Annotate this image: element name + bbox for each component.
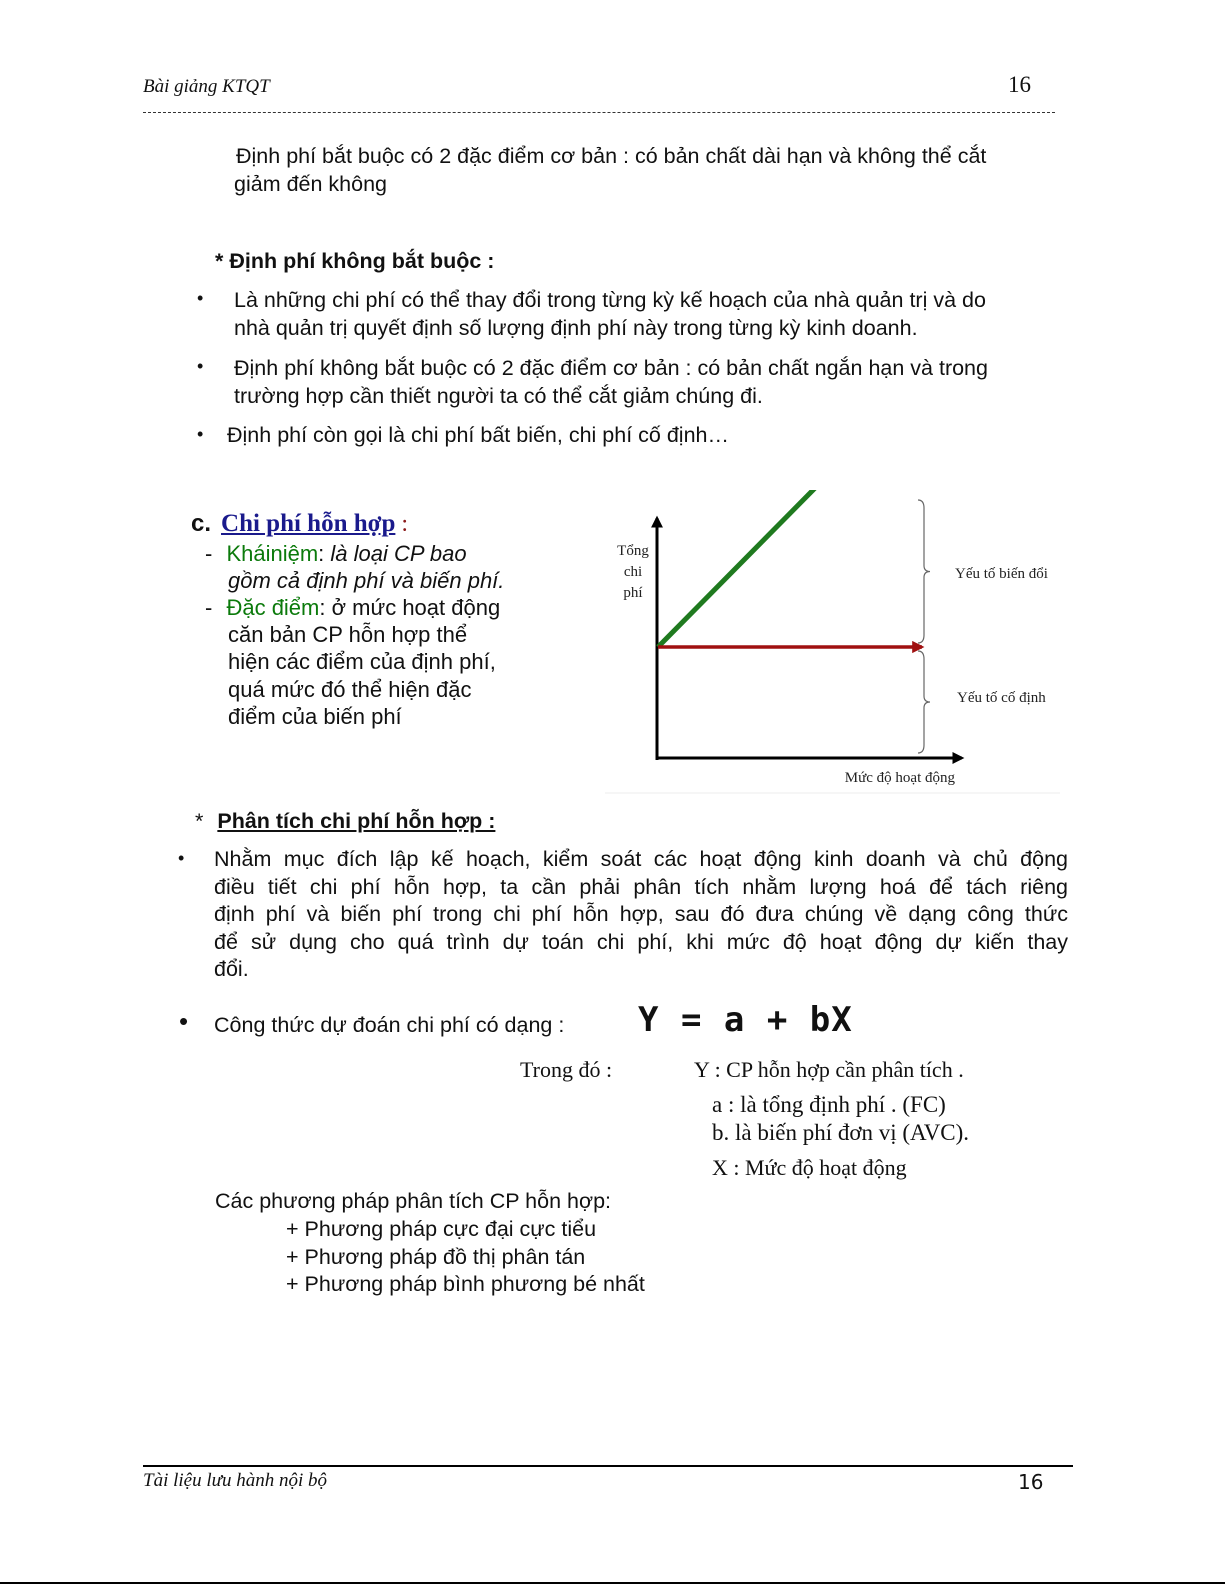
concept-text-continued: gồm cả định phí và biến phí. (228, 568, 505, 593)
paragraph-line: định phí và biến phí trong chi phí hỗn hợp, sau đó đưa chúng về dạng công thức (214, 902, 1068, 926)
formula: Y = a + bX (638, 1000, 853, 1040)
series-line-total-cost (658, 490, 900, 647)
mixed-cost-concept: - Kháiniệm: là loại CP bao (205, 541, 467, 566)
list-item-line: Là những chi phí có thể thay đổi trong từng kỳ kế hoạch của nhà quản trị và do (234, 288, 986, 312)
brace-fixed (918, 651, 930, 753)
paragraph-line: để sử dụng cho quá trình dự toán chi phí, khi mức độ hoạt động dự kiến thay (214, 929, 1068, 954)
method-item: + Phương pháp bình phương bé nhất (286, 1272, 645, 1296)
header-page-number: 16 (1008, 72, 1031, 97)
definition-y: Y : CP hỗn hợp cần phân tích . (694, 1057, 964, 1082)
definition-b: b. là biến phí đơn vị (AVC). (712, 1120, 970, 1145)
list-item (234, 355, 988, 410)
dash: - (205, 541, 213, 566)
list-item (234, 287, 986, 342)
intro-line-1: Định phí bắt buộc có 2 đặc điểm cơ bản : có bản chất dài hạn và không thể cắt (236, 144, 987, 168)
definition-x: X : Mức độ hoạt động (712, 1155, 907, 1180)
methods-heading: Các phương pháp phân tích CP hỗn hợp: (215, 1189, 612, 1213)
annotation-variable-component: Yếu tố biến đổi (955, 566, 1048, 582)
paragraph-line: điều tiết chi phí hỗn hợp, ta cần phải phân tích nhằm lượng hoá để tách riêng (214, 874, 1068, 899)
feature-line: điểm của biến phí (228, 703, 402, 729)
list-item (227, 422, 729, 450)
paragraph-line: Nhằm mục đích lập kế hoạch, kiểm soát các hoạt động kinh doanh và chủ động (214, 847, 1068, 871)
list-item-line: trường hợp cần thiết người ta có thể cắt giảm chúng đi. (234, 383, 763, 408)
header-title: Bài giảng KTQT (143, 76, 270, 97)
bullet-icon: • (178, 848, 185, 868)
header-divider (143, 112, 1055, 113)
where-label: Trong đó : (520, 1057, 613, 1082)
methods-list (286, 1216, 645, 1299)
page-bottom-edge (0, 1582, 1225, 1584)
feature-line: căn bản CP hỗn hợp thể (228, 622, 468, 647)
feature-label: Đặc điểm (226, 595, 320, 620)
brace-variable (918, 500, 930, 643)
heading-star: * (195, 809, 204, 833)
paragraph-line: đổi. (214, 957, 249, 981)
y-axis-label-line-3: phí (623, 585, 643, 601)
list-item-line: Định phí còn gọi là chi phí bất biến, chi phí cố định… (227, 423, 729, 447)
method-item: + Phương pháp cực đại cực tiểu (286, 1217, 597, 1241)
optional-fixed-heading: * Định phí không bắt buộc : (215, 249, 495, 273)
formula-intro: Công thức dự đoán chi phí có dạng : (214, 1013, 565, 1037)
feature-line: quá mức đó thể hiện đặc (228, 676, 472, 702)
annotation-fixed-component: Yếu tố cố định (957, 690, 1046, 706)
list-item-line: Định phí không bắt buộc có 2 đặc điểm cơ bản : có bản chất ngắn hạn và trong (234, 356, 988, 380)
bullet-icon: • (197, 288, 204, 308)
footer-note: Tài liệu lưu hành nội bộ (143, 1470, 328, 1491)
analysis-heading (195, 808, 495, 836)
mixed-cost-title: Chi phí hỗn hợp (221, 510, 396, 537)
method-item: + Phương pháp đồ thị phân tán (286, 1244, 586, 1269)
mixed-cost-chart (600, 490, 1065, 800)
footer-divider (143, 1465, 1073, 1467)
section-label: c. (191, 510, 212, 537)
mixed-cost-heading (191, 510, 408, 538)
bullet-icon: • (197, 424, 204, 444)
list-item-line: nhà quản trị quyết định số lượng định phí này trong từng kỳ kinh doanh. (234, 315, 918, 340)
feature-text-continued (228, 621, 496, 730)
y-axis-label-line-1: Tổng (617, 543, 649, 559)
concept-label: Kháiniệm (226, 541, 319, 566)
feature-text: ở mức hoạt động (331, 595, 501, 620)
intro-paragraph (236, 143, 986, 198)
mixed-cost-colon: : (395, 511, 409, 537)
x-axis-label: Mức độ hoạt động (844, 770, 955, 786)
dash: - (205, 595, 213, 620)
analysis-paragraph (214, 846, 1068, 984)
bullet-icon: • (179, 1006, 189, 1036)
y-axis-label-line-2: chi (623, 564, 643, 580)
bullet-icon: • (197, 356, 204, 376)
footer-page-number: 16 (1018, 1470, 1044, 1494)
feature-line: hiện các điểm của định phí, (228, 649, 496, 675)
definition-a: a : là tổng định phí . (FC) (712, 1092, 946, 1117)
mixed-cost-feature: - Đặc điểm: ở mức hoạt động (205, 595, 501, 620)
intro-line-2: giảm đến không (234, 171, 387, 196)
concept-text: là loại CP bao (330, 541, 467, 566)
analysis-heading-text: Phân tích chi phí hỗn hợp : (217, 809, 496, 833)
